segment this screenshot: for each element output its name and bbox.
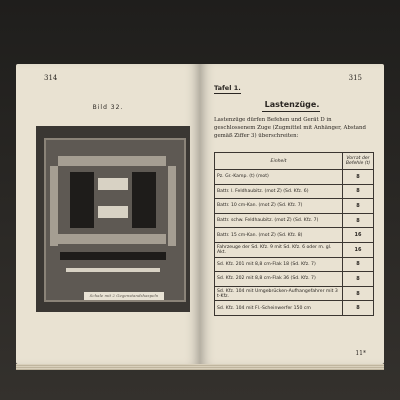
row-label: Sd. Kfz. 104 mit Fl.-Scheinwerfer 150 cm bbox=[215, 301, 343, 316]
figure-caption: Bild 32. bbox=[92, 104, 124, 111]
table-row bbox=[215, 199, 374, 214]
row-label: Battr. 10 cm-Kan. (mot Z) (Sd. Kfz. 7) bbox=[215, 199, 343, 214]
table-label: Tafel 1. bbox=[214, 84, 241, 92]
page-number: 315 bbox=[348, 74, 362, 82]
table-row bbox=[215, 272, 374, 287]
row-value: 8 bbox=[343, 213, 374, 228]
photo-block bbox=[70, 172, 94, 228]
table-row bbox=[215, 242, 374, 257]
photo-block bbox=[132, 172, 156, 228]
photo-rail bbox=[168, 166, 176, 246]
equipment-photo bbox=[36, 126, 190, 312]
row-value: 16 bbox=[343, 228, 374, 243]
load-table bbox=[214, 152, 374, 316]
row-label: Sd. Kfz. 201 mit 8,8 cm-Flak 18 (Sd. Kfz. 7) bbox=[215, 257, 343, 272]
photo-part bbox=[98, 178, 128, 190]
photo-rail bbox=[50, 166, 58, 246]
column-header: Vorrat der Befehle (t) bbox=[343, 153, 374, 170]
row-label: Pz. Gr.-Kamp. (t) (mot) bbox=[215, 170, 343, 185]
footnote-mark: 11* bbox=[355, 350, 366, 357]
row-value: 8 bbox=[343, 184, 374, 199]
table-row bbox=[215, 213, 374, 228]
row-label: Sd. Kfz. 104 mit Umgebrücken-Aufhangefahrer mit 3 t-Kfz. bbox=[215, 286, 343, 301]
row-value: 8 bbox=[343, 170, 374, 185]
table-row bbox=[215, 184, 374, 199]
heading-underline bbox=[262, 111, 320, 112]
row-value: 8 bbox=[343, 199, 374, 214]
section-heading: Lastenzüge. bbox=[264, 100, 320, 109]
column-header: Einheit bbox=[215, 153, 343, 170]
row-label: Battr. schw. Feldhaubitz. (mot Z) (Sd. Kfz. 7) bbox=[215, 213, 343, 228]
photo-part bbox=[66, 268, 160, 272]
photo-part bbox=[98, 206, 128, 218]
row-value: 8 bbox=[343, 257, 374, 272]
photo-label: Schale mit 2 Gegenstandshaspeln bbox=[84, 292, 164, 300]
photo-rail bbox=[58, 234, 166, 244]
row-value: 8 bbox=[343, 301, 374, 316]
row-label: Battr. 15 cm-Kan. (mot Z) (Sd. Kfz. 8) bbox=[215, 228, 343, 243]
row-label: Fahrzeuge der Sd. Kfz. 9 mit Sd. Kfz. 6 oder m. gl. Akt. bbox=[215, 242, 343, 257]
row-label: Battr. l. Feldhaubitz. (mot Z) (Sd. Kfz. 6) bbox=[215, 184, 343, 199]
row-label: Sd. Kfz. 202 mit 8,8 cm-Flak 36 (Sd. Kfz. 7) bbox=[215, 272, 343, 287]
page-edges bbox=[16, 364, 384, 370]
table-row bbox=[215, 301, 374, 316]
left-page bbox=[16, 64, 200, 364]
row-value: 8 bbox=[343, 272, 374, 287]
table-row bbox=[215, 286, 374, 301]
row-value: 8 bbox=[343, 286, 374, 301]
intro-text: Lastenzüge dürfen Befehen und Gerät D in geschlossenem Zuge (Zugmittel mit Anhänger, Abstand gemäß Ziffer 3) überschreiten: bbox=[214, 117, 366, 139]
row-value: 16 bbox=[343, 242, 374, 257]
table-row bbox=[215, 228, 374, 243]
right-page bbox=[200, 64, 384, 364]
table-row bbox=[215, 170, 374, 185]
table-row bbox=[215, 257, 374, 272]
page-number: 314 bbox=[44, 74, 58, 82]
photo-rail bbox=[58, 156, 166, 166]
photo-block bbox=[60, 252, 166, 260]
